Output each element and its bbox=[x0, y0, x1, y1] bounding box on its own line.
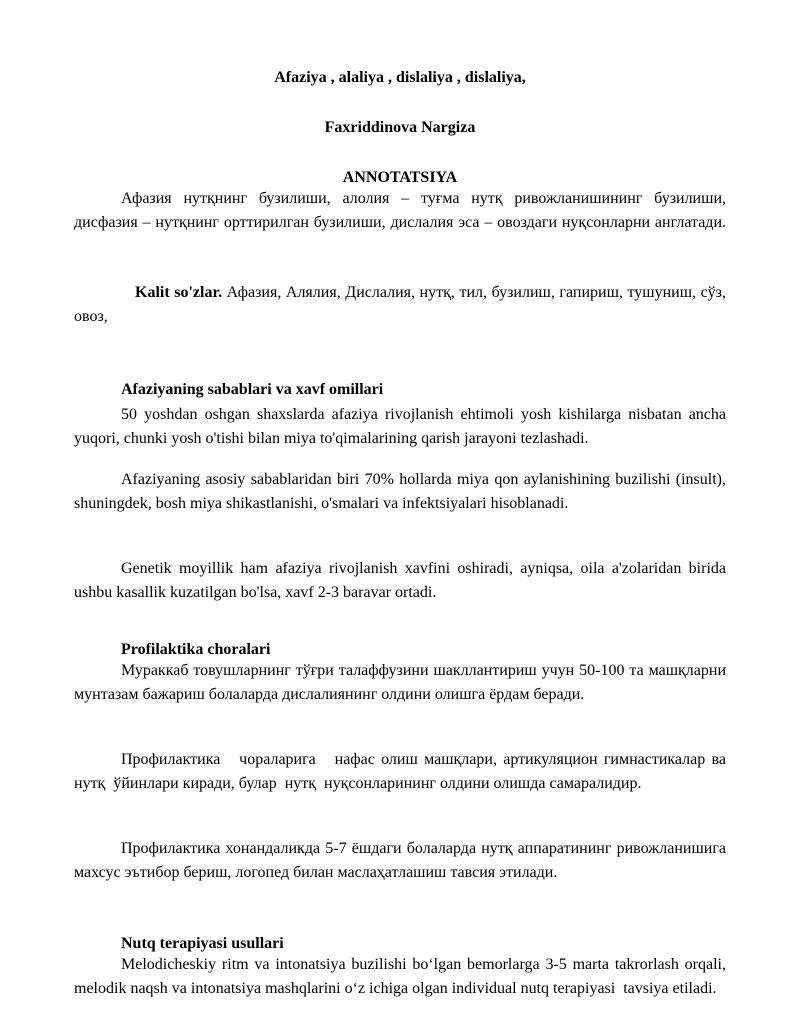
annotation-heading: ANNOTATSIYA bbox=[342, 169, 458, 186]
keywords-label: Kalit so'zlar. bbox=[135, 284, 223, 301]
section-paragraph: Afaziyaning asosiy sabablaridan biri 70% hollarda miya qon aylanishining buzilishi (insult), shuningdek, bosh miya shikastlanishi, o'smalari va infektsiyalari hisoblanadi. bbox=[74, 471, 726, 512]
section-heading-therapy: Nutq terapiyasi usullari bbox=[121, 935, 284, 952]
keywords-paragraph bbox=[74, 281, 726, 329]
paper-title: Afaziya , alaliya , dislaliya , dislaliya, bbox=[274, 69, 526, 86]
section-heading-prevention: Profilaktika choralari bbox=[121, 641, 271, 658]
section-paragraph: Genetik moyillik ham afaziya rivojlanish xavfini oshiradi, ayniqsa, oila a'zolaridan birida ushbu kasallik kuzatilgan bo'lsa, xavf 2-3 baravar ortadi. bbox=[74, 560, 726, 601]
section-paragraph: Мураккаб товушларнинг тўғри талаффузини шакллантириш учун 50-100 та машқларни мунтазам бажариш болаларда дислалиянинг олдини олишга ёрдам беради. bbox=[74, 662, 726, 703]
section-heading-causes: Afaziyaning sabablari va xavf omillari bbox=[121, 381, 384, 398]
author-name: Faxriddinova Nargiza bbox=[324, 119, 476, 136]
section-paragraph: Профилактика хонандаликда 5-7 ёшдаги болаларда нутқ аппаратининг ривожланишига махсус эътибор бериш, логопед билан маслаҳатлашиш тавсия этилади. bbox=[74, 840, 734, 881]
annotation-text: Афазия нутқнинг бузилиши, алолия – туғма нутқ ривожланишининг бузилиши, дисфазия – нутқнинг орттирилган бузилиши, дислалия эса – овоздаги нуқсонларни англатади. bbox=[74, 190, 726, 231]
section-paragraph: Профилактика чораларига нафас олиш машқлари, артикуляцион гимнастикалар ва нутқ ўйинлари киради, булар нутқ нуқсонларининг олдини олишда самаралидир. bbox=[74, 751, 734, 792]
section-paragraph: 50 yoshdan oshgan shaxslarda afaziya rivojlanish ehtimoli yosh kishilarga nisbatan ancha yuqori, chunki yosh o'tishi bilan miya to'qimalarining qarish jarayoni tezlashadi. bbox=[74, 406, 726, 447]
keywords-text: Афазия, Алялия, Дислалия, нутқ, тил, бузилиш, гапириш, тушуниш, сўз, овоз, bbox=[74, 284, 727, 325]
section-paragraph: Melodicheskiy ritm va intonatsiya buzilishi bo‘lgan bemorlarga 3-5 marta takrorlash orqali, melodik naqsh va intonatsiya mashqlarini o‘z ichiga olgan individual nutq terapiyasi tavsiya etiladi. bbox=[74, 956, 734, 997]
